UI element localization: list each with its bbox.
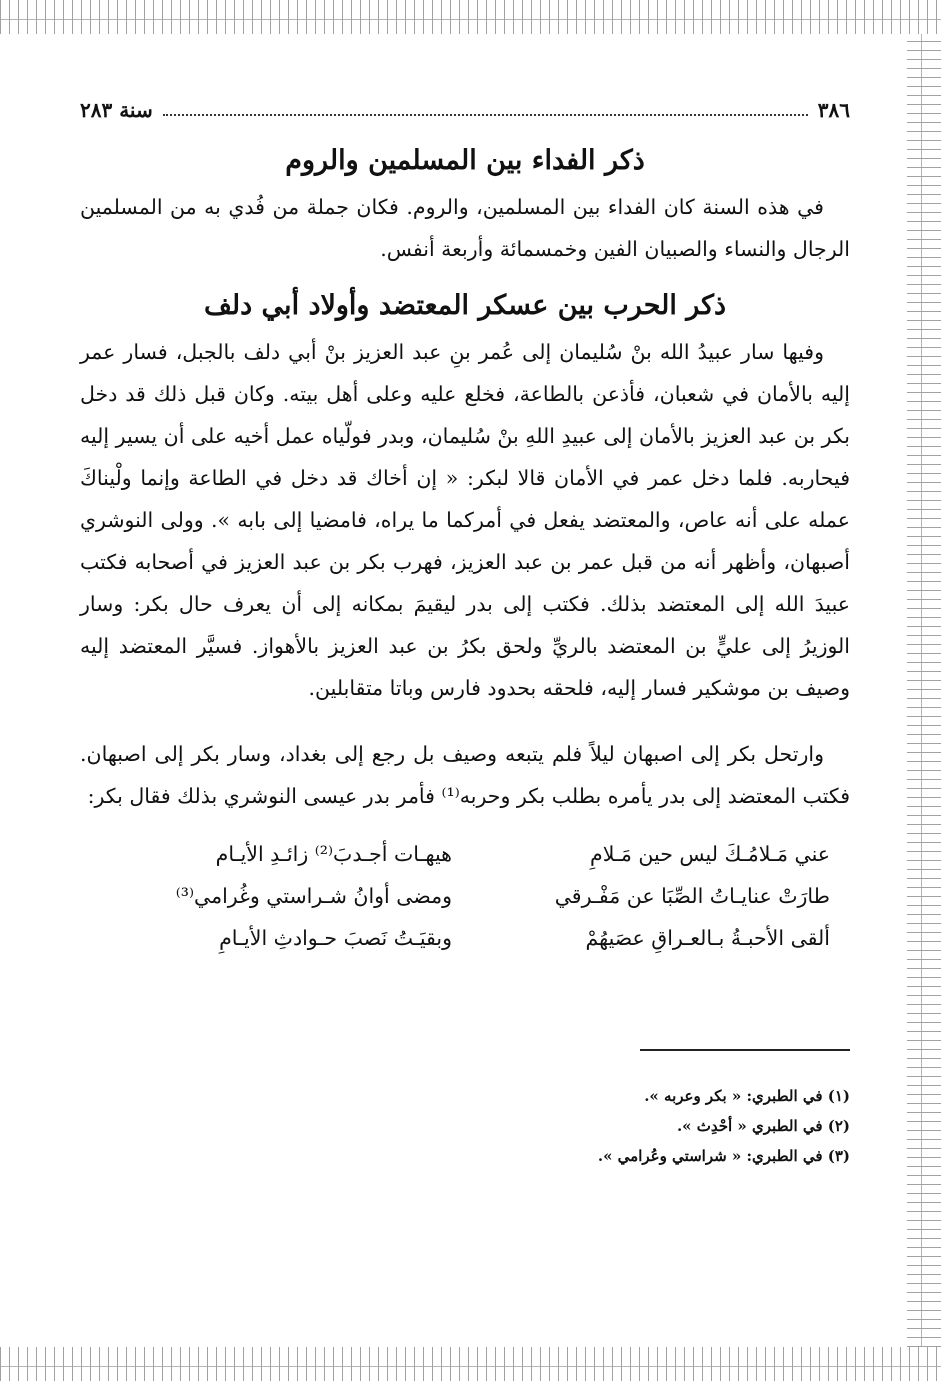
header-year: سنة ٢٨٣ — [80, 98, 153, 122]
poem-verse — [80, 833, 850, 875]
section-title-war: ذكر الحرب بين عسكر المعتضد وأولاد أبي دلف — [203, 290, 727, 321]
ornamental-border-right — [907, 34, 941, 1347]
footnote-separator — [640, 1049, 850, 1051]
footnote-2: (٢) في الطبري « أحْدِث ». — [676, 1117, 850, 1135]
running-head — [80, 95, 850, 125]
verse-first-hemistich: ألقى الأحبـةُ بـالعـراقِ عصَيهُمْ — [585, 926, 830, 950]
verse-first-hemistich: طارَتْ عنايـاتُ الصِّبَا عن مَفْـرقي — [554, 884, 830, 908]
verse-second-hemistich: هيهـات أجـدبَ⁽²⁾ زائـدِ الأيـام — [215, 842, 452, 866]
poem — [80, 833, 850, 959]
header-dotted-leader — [163, 104, 808, 116]
footnotes — [80, 1081, 850, 1171]
paragraph-ransom: في هذه السنة كان الفداء بين المسلمين، والروم. فكان جملة من فُدي به من المسلمين الرجال والنساء والصبيان الفين وخمسمائة وأربعة أنفس. — [80, 195, 850, 261]
verse-first-hemistich: عني مَـلامُـكَ ليس حين مَـلامِ — [590, 842, 830, 866]
verse-second-hemistich: ومضى أوانُ شـراستي وغُرامي⁽³⁾ — [175, 884, 452, 908]
section-title-ransom: ذكر الفداء بين المسلمين والروم — [285, 145, 645, 176]
page-body — [80, 95, 850, 1171]
footnote-3: (٣) في الطبري: « شراستي وعُرامي ». — [597, 1147, 850, 1165]
footnote-1: (١) في الطبري: « بكر وعربه ». — [644, 1087, 850, 1105]
poem-verse — [80, 875, 850, 917]
poem-verse — [80, 917, 850, 959]
ornamental-border-bottom — [0, 1347, 941, 1381]
paragraph-war-1: وفيها سار عبيدُ الله بنْ سُليمان إلى عُمر بنِ عبد العزيز بنْ أبي دلف بالجبل، فسار عمر إليه بالأمان في شعبان، فأذعن بالطاعة، فخلع عليه وعلى أهل بيته. وكان قبل ذلك قد دخل بكر بن عبد العزيز بالأمان إلى عبيدِ اللهِ بنْ سُليمان، وبدر فولّياه عمل أخيه على أن يسير إليه فيحاربه. فلما دخل عمر في الأمان قالا لبكر: « إن أخاك قد دخل في الطاعة وإنما ولْيناكَ عمله على أنه عاص، والمعتضد يفعل في أمركما ما يراه، فامضيا إلى بابه ». وولى النوشري أصبهان، وأظهر أنه من قبل عمر بن عبد العزيز، فهرب بكر بن عبد العزيز في أصحابه فكتب عبيدَ الله إلى المعتضد بذلك. فكتب إلى بدر ليقيمَ بمكانه إلى أن يعرف حال بكر: وسار الوزيرُ إلى عليٍّ بن المعتضد بالريِّ ولحق بكرُ بن عبد العزيز بالأهواز. فسيَّر المعتضد إليه وصيف بن موشكير فسار إليه، فلحقه بحدود فارس وباتا متقابلين. — [80, 340, 850, 700]
ornamental-border-top — [0, 0, 941, 34]
paragraph-war-2: وارتحل بكر إلى اصبهان ليلاً فلم يتبعه وصيف بل رجع إلى بغداد، وسار بكر إلى اصبهان. فكتب المعتضد إلى بدر يأمره بطلب بكر وحربه⁽¹⁾ فأمر بدر عيسى النوشري بذلك فقال بكر: — [80, 742, 850, 808]
verse-second-hemistich: وبقيَـتُ نَصبَ حـوادثِ الأيـامِ — [219, 926, 452, 950]
page-number: ٣٨٦ — [817, 98, 850, 122]
